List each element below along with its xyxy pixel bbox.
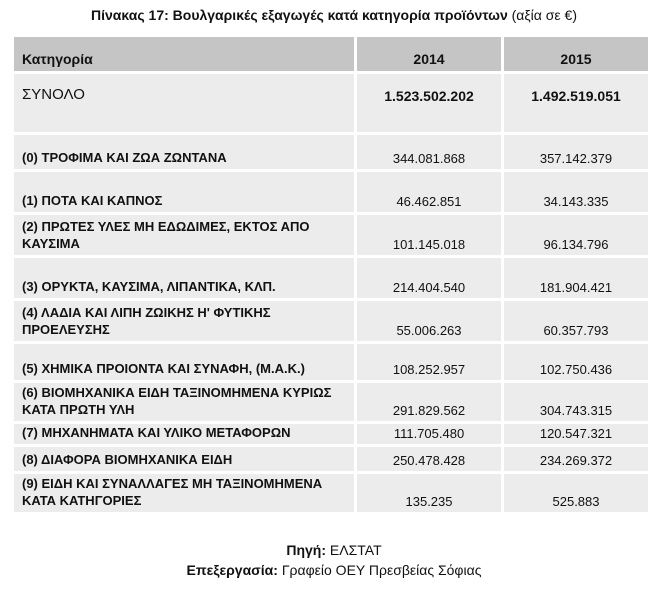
- row-value-2014: 291.829.562: [354, 383, 501, 421]
- row-value-2015: 234.269.372: [501, 447, 648, 471]
- table-row: [14, 447, 648, 471]
- row-value-2015: 96.134.796: [501, 215, 648, 255]
- row-label: (5) ΧΗΜΙΚΑ ΠΡΟΙΟΝΤΑ ΚΑΙ ΣΥΝΑΦΗ, (Μ.Α.Κ.): [14, 344, 354, 380]
- row-value-2014: 344.081.868: [354, 135, 501, 169]
- row-value-2014: 55.006.263: [354, 301, 501, 341]
- table-title-main: Πίνακας 17: Βουλγαρικές εξαγωγές κατά κατηγορία προϊόντων: [91, 7, 508, 23]
- total-label: ΣΥΝΟΛΟ: [14, 74, 354, 132]
- header-category: Κατηγορία: [14, 37, 354, 71]
- row-label: (2) ΠΡΩΤΕΣ ΥΛΕΣ ΜΗ ΕΔΩΔΙΜΕΣ, ΕΚΤΟΣ ΑΠΟ ΚΑΥΣΙΜΑ: [14, 215, 354, 255]
- row-value-2015: 102.750.436: [501, 344, 648, 380]
- row-value-2015: 60.357.793: [501, 301, 648, 341]
- row-value-2015: 304.743.315: [501, 383, 648, 421]
- table-row: [14, 215, 648, 255]
- processing-value: Γραφείο ΟΕΥ Πρεσβείας Σόφιας: [281, 562, 482, 578]
- row-value-2014: 135.235: [354, 474, 501, 512]
- table-row: [14, 301, 648, 341]
- row-value-2014: 111.705.480: [354, 424, 501, 444]
- row-value-2014: 46.462.851: [354, 172, 501, 212]
- row-value-2014: 108.252.957: [354, 344, 501, 380]
- table-row: [14, 172, 648, 212]
- processing-line: [0, 561, 668, 579]
- table-row: [14, 383, 648, 421]
- row-label: (1) ΠΟΤΑ ΚΑΙ ΚΑΠΝΟΣ: [14, 172, 354, 212]
- row-label: (4) ΛΑΔΙΑ ΚΑΙ ΛΙΠΗ ΖΩΙΚΗΣ Η' ΦΥΤΙΚΗΣ ΠΡΟΕΛΕΥΣΗΣ: [14, 301, 354, 341]
- header-row: [14, 37, 648, 71]
- row-value-2014: 101.145.018: [354, 215, 501, 255]
- source-line: [0, 541, 668, 559]
- table-row: [14, 344, 648, 380]
- row-label: (6) ΒΙΟΜΗΧΑΝΙΚΑ ΕΙΔΗ ΤΑΞΙΝΟΜΗΜΕΝΑ ΚΥΡΙΩΣ ΚΑΤΑ ΠΡΩΤΗ ΥΛΗ: [14, 383, 354, 421]
- row-label: (3) ΟΡΥΚΤΑ, ΚΑΥΣΙΜΑ, ΛΙΠΑΝΤΙΚΑ, ΚΛΠ.: [14, 258, 354, 298]
- row-label: (7) ΜΗΧΑΝΗΜΑΤΑ ΚΑΙ ΥΛΙΚΟ ΜΕΤΑΦΟΡΩΝ: [14, 424, 354, 444]
- processing-label: Επεξεργασία:: [186, 562, 278, 578]
- table-row: [14, 474, 648, 512]
- total-2015: 1.492.519.051: [501, 74, 648, 132]
- source-label: Πηγή:: [286, 542, 327, 558]
- table-row: [14, 135, 648, 169]
- table-title: [0, 6, 668, 24]
- row-value-2015: 525.883: [501, 474, 648, 512]
- source-value: ΕΛΣΤΑΤ: [329, 542, 382, 558]
- total-2014: 1.523.502.202: [354, 74, 501, 132]
- row-value-2015: 120.547.321: [501, 424, 648, 444]
- row-label: (0) ΤΡΟΦΙΜΑ ΚΑΙ ΖΩΑ ΖΩΝΤΑΝΑ: [14, 135, 354, 169]
- row-value-2015: 181.904.421: [501, 258, 648, 298]
- row-value-2014: 214.404.540: [354, 258, 501, 298]
- table-title-unit: (αξία σε €): [511, 7, 577, 23]
- header-2014: 2014: [354, 37, 501, 71]
- row-label: (8) ΔΙΑΦΟΡΑ ΒΙΟΜΗΧΑΝΙΚΑ ΕΙΔΗ: [14, 447, 354, 471]
- header-2015: 2015: [501, 37, 648, 71]
- exports-table: [14, 34, 648, 515]
- row-value-2014: 250.478.428: [354, 447, 501, 471]
- table-row: [14, 258, 648, 298]
- row-value-2015: 34.143.335: [501, 172, 648, 212]
- row-label: (9) ΕΙΔΗ ΚΑΙ ΣΥΝΑΛΛΑΓΕΣ ΜΗ ΤΑΞΙΝΟΜΗΜΕΝΑ ΚΑΤΑ ΚΑΤΗΓΟΡΙΕΣ: [14, 474, 354, 512]
- table-row: [14, 424, 648, 444]
- total-row: [14, 74, 648, 132]
- row-value-2015: 357.142.379: [501, 135, 648, 169]
